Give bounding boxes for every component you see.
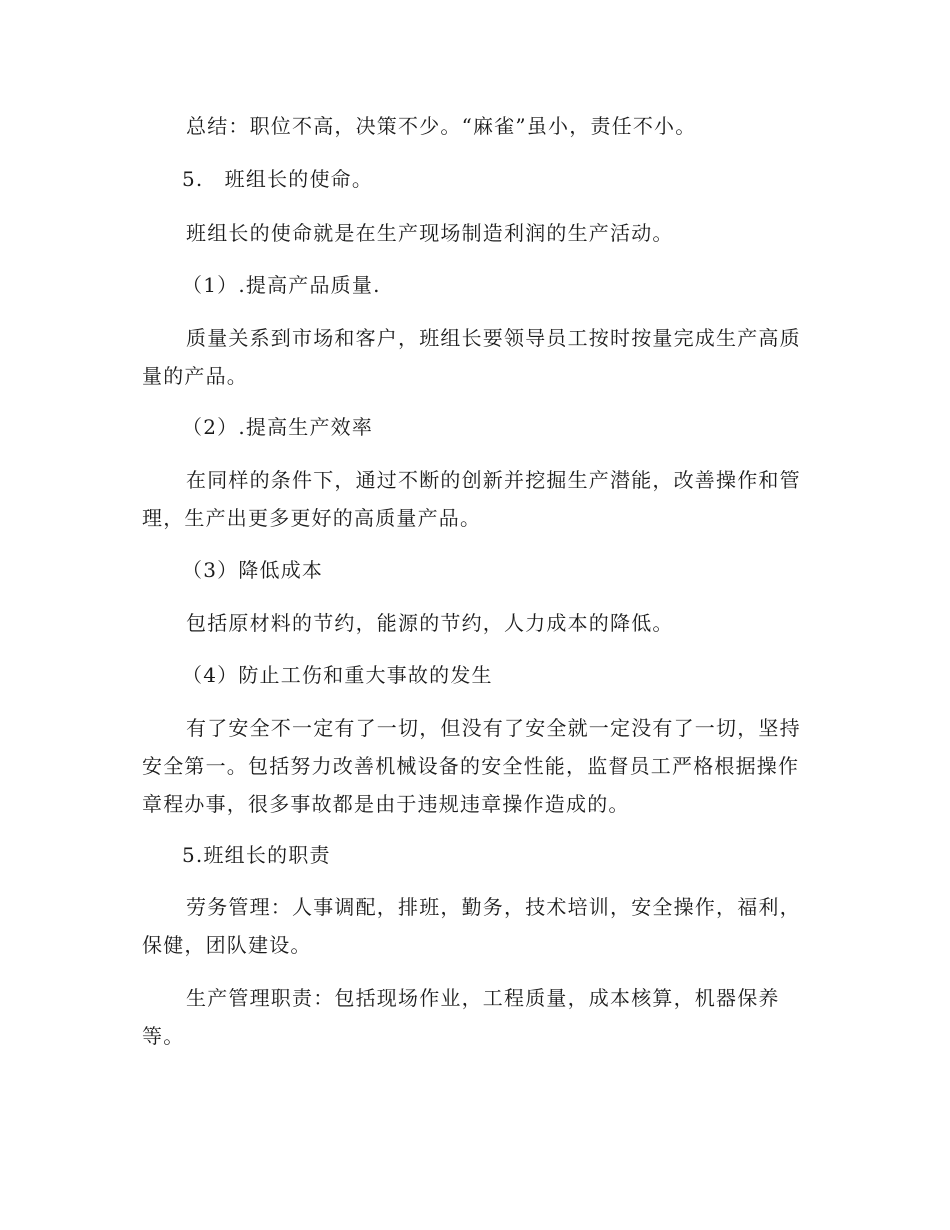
- cost-paragraph: 包括原材料的节约，能源的节约，人力成本的降低。: [186, 611, 674, 635]
- safety-paragraph: 有了安全不一定有了一切，但没有了安全就一定没有了一切，坚持安全第一。包括努力改善机械设备的安全性能，监督员工严格根据操作章程办事，很多事故都是由于违规违章操作造成的。: [142, 716, 801, 816]
- section-heading-duties: 5.班组长的职责: [182, 843, 331, 867]
- item-heading-safety: （4）防止工伤和重大事故的发生: [182, 663, 493, 687]
- quality-paragraph: 质量关系到市场和客户，班组长要领导员工按时按量完成生产高质量的产品。: [142, 326, 801, 388]
- section-heading-mission: 5. 班组长的使命。: [182, 167, 374, 191]
- production-management-paragraph: 生产管理职责：包括现场作业，工程质量，成本核算，机器保养等。: [142, 986, 780, 1048]
- labor-management-paragraph: 劳务管理：人事调配，排班，勤务，技术培训，安全操作，福利，保健，团队建设。: [142, 895, 801, 957]
- mission-paragraph: 班组长的使命就是在生产现场制造利润的生产活动。: [186, 221, 674, 245]
- summary-paragraph: 总结：职位不高，决策不少。“麻雀”虽小，责任不小。: [186, 114, 697, 138]
- efficiency-paragraph: 在同样的条件下，通过不断的创新并挖掘生产潜能，改善操作和管理，生产出更多更好的高质量产品。: [142, 468, 801, 530]
- item-heading-cost: （3）降低成本: [182, 558, 324, 582]
- item-heading-efficiency: （2）.提高生产效率: [182, 415, 374, 439]
- item-heading-quality: （1）.提高产品质量.: [182, 273, 381, 297]
